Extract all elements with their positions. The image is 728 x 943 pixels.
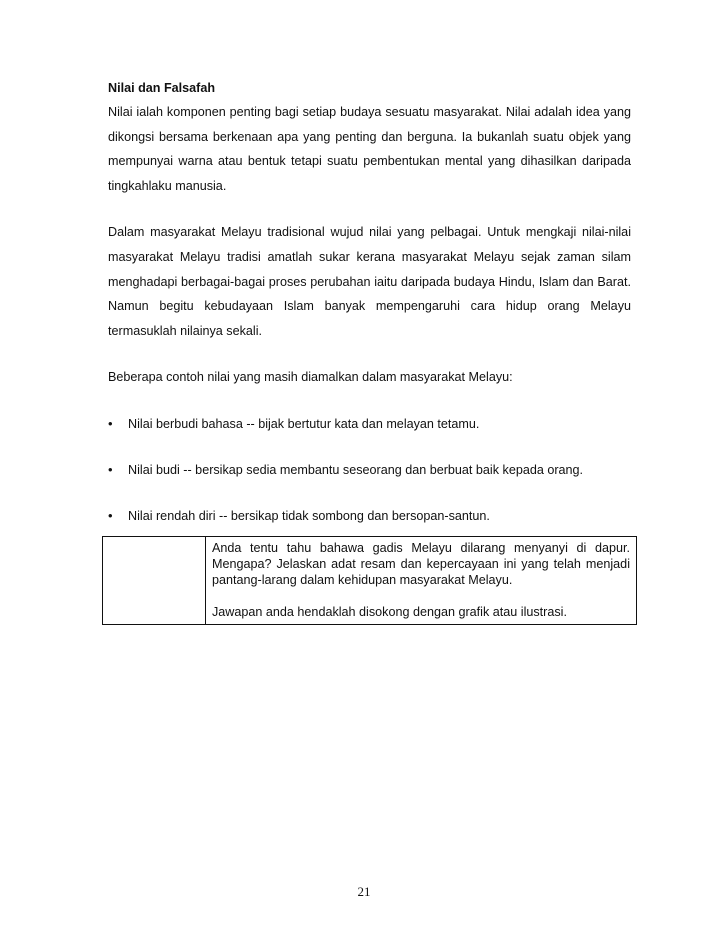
values-list: [108, 412, 631, 528]
bullet-icon: •: [108, 461, 113, 477]
bullet-icon: •: [108, 415, 113, 431]
list-item: [108, 458, 631, 482]
list-item-text: Nilai berbudi bahasa -- bijak bertutur kata dan melayan tetamu.: [128, 416, 480, 431]
paragraph-examples-intro: Beberapa contoh nilai yang masih diamalkan dalam masyarakat Melayu:: [108, 370, 513, 385]
bullet-icon: •: [108, 507, 113, 523]
task-box: [102, 536, 637, 625]
page-content: [108, 76, 631, 550]
paragraph-tradition: Dalam masyarakat Melayu tradisional wujud nilai yang pelbagai. Untuk mengkaji nilai-nilai masyarakat Melayu tradisi amatlah sukar kerana masyarakat Melayu sejak zaman silam menghadapi berbagai-bagai proses perubahan iaitu daripada budaya Hindu, Islam dan Barat. Namun begitu kebudayaan Islam banyak mempengaruhi cara hidup orang Melayu termasuklah nilainya sekali.: [108, 225, 631, 338]
paragraph-definition: Nilai ialah komponen penting bagi setiap budaya sesuatu masyarakat. Nilai adalah idea yang dikongsi bersama berkenaan apa yang penting dan berguna. Ia bukanlah suatu objek yang mempunyai warna atau bentuk tetapi suatu pembentukan mental yang dihasilkan daripada tingkahlaku manusia.: [108, 105, 631, 193]
section-heading: Nilai dan Falsafah: [108, 81, 216, 95]
page-number: 21: [357, 884, 371, 899]
task-box-text-cell: [206, 537, 636, 624]
paragraph-gap: [108, 390, 631, 412]
task-box-label-cell: [103, 537, 206, 624]
paragraph-gap: [108, 198, 631, 220]
task-question: Anda tentu tahu bahawa gadis Melayu dilarang menyanyi di dapur. Mengapa? Jelaskan adat resam dan kepercayaan ini yang telah menjadi pantang-larang dalam kehidupan masyarakat Melayu.: [212, 541, 630, 587]
paragraph-gap: [108, 343, 631, 365]
list-item-text: Nilai rendah diri -- bersikap tidak sombong dan bersopan-santun.: [128, 508, 490, 523]
list-item: [108, 504, 631, 528]
list-item: [108, 412, 631, 436]
list-item-text: Nilai budi -- bersikap sedia membantu seseorang dan berbuat baik kepada orang.: [128, 462, 584, 477]
task-instruction: Jawapan anda hendaklah disokong dengan grafik atau ilustrasi.: [212, 605, 567, 619]
